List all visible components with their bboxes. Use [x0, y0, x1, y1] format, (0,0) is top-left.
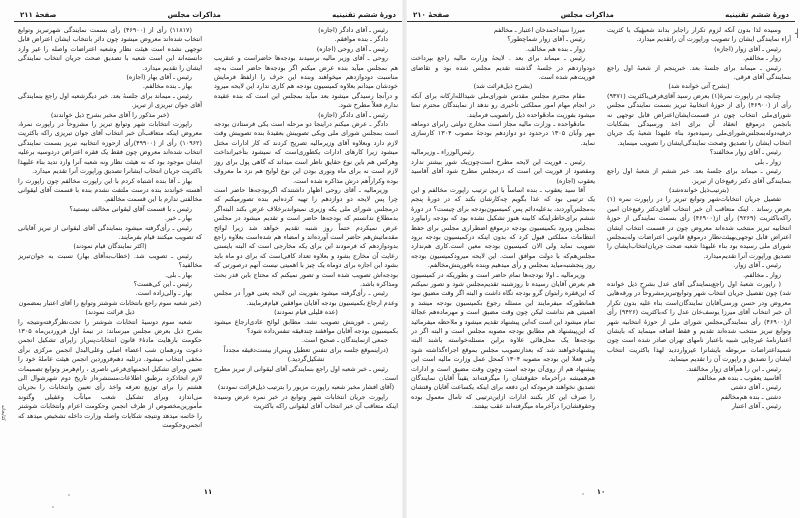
paragraph: رئیس ـ میماند برای جلسهٔ بعد. خبر دیگرشعبه اول راجع بنمایندگی آقای جوان تبریزی از تبریز.: [18, 91, 202, 110]
folio-number: ۱۰: [596, 488, 606, 496]
speaker-line: دادگر ـ بنده موافقم.: [334, 35, 388, 44]
edge-mark: ┤: [795, 29, 800, 38]
speaker-line: رئیس ـ آقای زوار (اجازه): [714, 44, 781, 53]
speaker-line: زوار ـ مخالفم.: [743, 54, 781, 63]
right-page-header: [407, 8, 795, 22]
speaker-line: رئیس ـ آقای زوار شماچطور؟: [507, 35, 585, 44]
speaker-line: رئیس ـ آقای اعتبار: [731, 402, 781, 411]
paragraph: (۱۱۸۱۷) رأی از (۴۶۹۰۰) رأی بسمت نمایندگی شهرتبریز وتوابع انتخاب شده‌اند معروض میشود چون دائر بانتخاب ایشان اعتراض قابل توجهی نشده است هیئت نظار وشعبه اعتراضات واصله را غیر وارد دانسته‌اند این است شعبه با تصدیق صحت جریان انتخاب نمایندگی ایشان را تقدیم میدارد.: [18, 26, 202, 72]
text-column-right: [214, 26, 398, 484]
speaker-line: آقاسید یعقوب ـ بنده هم مخالفم: [697, 374, 781, 383]
text-column-left: [411, 26, 595, 484]
paragraph: تفصیل جریان انتخابات‌شهر وتوابع تبریز را در راپورت نمره (۱) بعرض رساند . اینک متعاقب آن خبر انتخاب آقای‌دکتر رفیع‌خان امین راکه‌باکثریت (۹۲۶۹) رأی از(۴۶۹۰۰) رأی بسمت نمایندگی از حوزهٔ انتخابیه تبریز منتخب شده‌اند معروض چون در قسمت انتخاب ایشان اعتراض قابل توجهی‌بهیئت‌نظار درموقع قانونی اعتراضات وله‌بمجلس شورای ملی رسیده بود بناء علیهذا شعبه صحت جریان‌انتخاب‌ایشان را تصدیق وراپورت آنرا تقدیم‌میدارد.: [607, 195, 791, 260]
stage-direction: (بشرح ذیل‌قرائت شد): [473, 82, 533, 91]
paragraph: رئیس ـ میماند برای بعد . لایحهٔ وزارت مالیه راجع بپرداخت دودوازدهم در جلسهٔ گذشته تقدیم مجلس شده بود و تقاضای فوریت‌هم شده است.: [411, 54, 595, 82]
speaker-line: بهار ـ خیر.: [164, 214, 192, 223]
right-page-columns: [411, 26, 791, 484]
paragraph: رئیس ـ فوریتش تصویب نشد. مطابق لوائح عادی‌ارجاع میشود بکمیسیون بودجه آقایان موافقند چندقیقه تنفس‌داده شود؟: [214, 317, 398, 335]
signature-line: رئیس‌الوزراء ـ وزیرمالیه: [411, 148, 475, 157]
paragraph: مقام محترم مجلس مقدس شورای‌ملی شیدالله‌ارکانه برای آنکه در انجام مهام امور مملکتی تأخیری رو ندهد از نمایندگان محترم تمنا میشود بفوریت مادهٔواحده ذیل راتصویب فرمایند.: [411, 91, 595, 119]
speaker-line: رئیس ـ آقای بهار (اجازه): [126, 73, 192, 82]
speaker-line: زوار ـ بلی: [754, 157, 781, 166]
stage-direction: (خبر مذکور را آقای مخبر بشرح ذیل خواندند): [50, 110, 170, 119]
speaker-line: بهار ـ بنده مخالفم.: [142, 82, 192, 91]
session-title: دورهٔ ششم تقنینیه: [332, 10, 396, 19]
paragraph: شعبه سوم دوسیهٔ انتخابات شوشتر را تحت‌نظرگرفته‌ونتیجه را بشرح ذیل بعرض مجلس میرساند: در نیمهٔ اول فروردین‌ماه ۱۳۰۵ حکومت بارهایت مادهٔ۶ قانون انتخابات‌پس‌از راپرای تشکیل انجمن دعوت ودرهمان شب اعضاء اصلی وعلی‌البدل انجمن مرکزی برأی مخفی انتخاب میشود. درثلیه دهم‌فروردین انجمن هیئت عاملهٔ خود را تعیین وبرای تشکیل انجمنهای‌فرعی ناصری ، رام‌هرمز وتوابع تصمیمات لازم اتخاذ‌کرد برطبق اطلاعات‌مستشره‌از تاریخ دوم شهرشوال الی هشتم را برای توزیع تعرفه واخذ رأی تعیین وانتخابات را بجریان می‌اندازد وبرای تشکیل شعب میانآب وعقیلی وگتوند مأمورین‌مخصوص از طرف انجمن وحکومت اعزام وانتخابات شوشتر را خاتمه میدهد ونتیجه شکایات واصله وزارت داخله تشخیص میدهد که انجمن‌وحکومت: [18, 317, 202, 430]
speaker-line: رئیس ـ با قسمت آقای لیقوانی مخالف نیستید؟: [69, 204, 192, 213]
speaker-line: زوار ـ مخالفم.: [743, 270, 781, 279]
paragraph: ( راپورت شعبهٔ اول راجع‌بنمایندگی آقای عدل بشرح ذیل خوانده شد) چون تفصیل جریان انتخاب شهر وتوابع‌تبریز‌مشروحاً در ورقه‌هایی معروض ودر حسن ورسی‌آقایان نمایندگان‌است بناء علیه بدون تکرار آن خبر انتخاب آقای میرزا یوسف‌خان عدل را که‌باکثریت (۹۴۲۶) رأی از(۴۶۹۰۰) رأی بنمایندگی‌مجلس شورای ملی از حوزهٔ انتخابیه شهر وتوابع تبریز منتخب شده‌اند تقدیم و فقط اضافه مینماید که بایشان اعتبارنامهٔ غیرچاپی شبیه باعتبار نامهای تهران صادر شده است چون شمیداعتراضات مربوطه بایشانرا غیروارددید لهذا باکثریت انتخاب ایشان را تصدیق و راپورت آن را تقدیم مینماید.: [607, 279, 791, 364]
text-column-right: [607, 26, 791, 484]
scan-speck: [68, 494, 70, 496]
speaker-line: رئیس ـ آقای دادگر (اجازه): [318, 26, 388, 34]
session-title: دورهٔ ششم تقنینیه: [725, 10, 789, 19]
paragraph: رئیس ـ خبر شعبه اول راجع بنمایندگی آقای لیقوانی از تبریز مطرح است.: [214, 364, 398, 383]
page-number-label: صفحهٔ ۲۱۰: [413, 10, 450, 19]
paragraph: مادهٔواحده ـ وزارت مالیه مجاز است مخارج دولتی رابرای دوماهه مهر وآبان ۱۳۰۵ درحدود دو دوازدهم بودجهٔ مصوب ۱۳۰۴ کارسازی نماید.: [411, 120, 595, 147]
stage-direction: (بشرح آتی خوانده شد): [668, 82, 730, 91]
paragraph: رئیس ـ فوریت این لایحه مطرح است‌چون‌یک شور بیشتر ندارد ومقصود از فوریت این است که درمجلس مطرح شود آقای آقاسید یعقوب (اجازه): [411, 157, 595, 185]
speaker-line: بهار ـ بلی.: [165, 270, 192, 279]
right-page: [407, 0, 795, 518]
speaker-line: رئیس ـ آقای روحی (اجازه): [316, 44, 388, 53]
paragraph: دادگر ـ عرض میکنم دراینجا دو مرحله است یکی فرستادن بودجه است بمجلس شورای ملی ویکی تصویبش بعقیدهٔ بنده تصویبش وقت لازم دارد وبعلاوه آقای وزیرمالیه تصریح کردند که کار ادارات مختل میشود زیرا کارهای ادارات یکطوری‌است که نمیشود بتأخیرانداخت وهرکس هم باین نوع حقایق ناظر است میداند که گاهی پول برای روز لازم است نه برای ماه ونوری بودن این نوع لوایح هم نزد ما معروف بوده وکراراًهم درش مذاکره شده است.: [214, 120, 398, 185]
text-column-left: [18, 26, 202, 484]
paragraph: چنانچه در راپورت نمرهٔ(۱) بعرض رسید آقای‌فرقی‌باکثریت (۹۳۷۱) رأی از (۴۶۹۰۰) رأی از حوزهٔ انتخابیهٔ تبریز بسمت نمایندگی مجلس شورای‌ملی انتخاب چون در قسمت‌ایشان‌اعتراض قابل توجهی نه بانجمن درموقع انعقاد آن برای اخذ ورسیدگی بشکایات درفیه‌دوله‌بمجلس‌شورای‌ملی رسیده‌بود بناء علیهذا شعبهٔ یک جریان انتخاب ایشان را تصدیق وصحت نمایندگی‌ایشان را تصویب مینماید.: [607, 91, 791, 147]
paragraph: رئیس ـ تصویب شد. (خطاب‌به‌آقای بهار) نسبت به جوان‌تبریز مخالفید؟: [18, 251, 202, 270]
left-page-columns: [18, 26, 398, 484]
paragraph: رئیس ـ میماند برای جلسهٔ بعد. خبر ششم از شعبهٔ اول راجع بنمایندگی آقای دکتر رفیع‌خان از تبریز.: [607, 167, 791, 185]
publication-title: مذاکرات مجلس: [167, 10, 221, 19]
stage-direction: (خبر شعبه سوم راجع بانتخابات شوشتر وتوابع را آقای اعتبار بمضمون ذیل قرائت نمودند): [18, 298, 202, 317]
speaker-line: رئیس ـ آقای دشتی: [730, 383, 781, 392]
library-stamp: کتابخانه: [0, 405, 6, 421]
speaker-line: زوار ـ بنده هم مخالف.: [525, 44, 585, 53]
speaker-line: بهار ـ والی‌زاده است.: [135, 289, 192, 298]
paragraph: وزیرمالیه ـ آقای روحی اظهار داشتندکه اگربودجه‌ها حاضر است چرا پس لایحه دو دوازدهم را تهیه کرده‌ایم بنده تصورمیکنم که درمجلس شورای ملی یکه وزیری نمیتواندبرخلاف عرض بکند البته‌اگر بدمطلاع ندانستم که بودجه‌ها حاضر است و تقدیم میشود در مجلس عرض نمیکردم حتماً روز شنبه تقدیم خواهد شد زیرا لوائح مقدماتیش‌هم حاضر است آورده‌اند و امضاء هم شده‌است بعلاوه راجع بدودوازدهم که فرمودند این برای یکه مخارجی است که البته بایستی رعایت آن مخارج بشود و بعلاوه تعداد کافی‌است که برای دو ماه باید بشود این اجازه برای دوماه یک چیز با اهمیتی نیست آنهم درصورتی که بودجه‌اش تصویب شده است و تصور نمیکنم که محتاج باین قدر بحث ومذاکره باشد.: [214, 185, 398, 288]
speaker-line: رئیس ـ آقای زوار.: [733, 261, 781, 270]
paragraph: رئیس ـ رأی‌گرفته میشود بفوریت این لایحه یعنی فوراً در مجلس وعدم ارجاع بکمیسیون بودجه آقایان موافقین قیام‌فرمایند.: [214, 289, 398, 307]
folio-number: ۱۱: [203, 488, 213, 496]
paragraph: روحی ـ آقای وزیر مالیه نرسیدند بودجه‌ها حاضراست و عنقریب هم بمجلس میآید بنده عرض میکنم اگر بودجه‌ها حاضر است به‌چه مناسبت دودوازدهم میخواهند وبنده این حرف را ازلفظ فرمایش خودشان میدانم بعلاوه کمیسیون بودجه هم کاری ندارد این لایحه میرود و درآنجا رسیدگی میشود بعد میآید بمجلس این است که بنده عقیده ندارم فعلاً مطرح شود.: [214, 54, 398, 110]
speaker-line: میرزا سیداحمدخان اعتبار ـ مخالفم: [493, 26, 585, 34]
speaker-line: رئیس ـ این را هم‌آقای زوار مخالفند.: [686, 364, 781, 373]
scan-speck: [582, 493, 584, 495]
paragraph: رئیس ـ میماند برای جلسهٔ بعد. خبرپنجم از شعبهٔ اول راجع بنمایندگی آقای فرقی.: [607, 63, 791, 82]
paragraph: راپورت انتخابات شهر وتوابع تبریز را مشروحاً در راپورت نمرهٔ، معروض اینکه متعاقب‌آن خبر انتخاب آقای جوان تبریزی راکه باکثریت (۱۰۹۶۲) رأی از (۴۹۹۰۰)رأی ازحوزه انتخابیه تبریز بسمت نمایندگی انتخاب شده‌اند معروض چون فقط یک فقره اعتراض دردوسیه برعلیه ایشان موجود بود که نه هیئت نظار ونه شعبه آنرا وارد ندید بناء علیهذا باکثریت جریان انتخاب ایشانرا تصدیق وراپورت آنرا تقدیم میدارد.: [18, 120, 202, 176]
publication-title: مذاکرات مجلس: [560, 10, 614, 19]
paragraph: بهار ـ آقا بنده اشتباه کردم با این راپورت مخالفم چون راپورت را آهسته خواندند بنده درست ملتفت نشدم بنده با قسمت آقای لیقوانی مخالفتی ندارم با این قسمت مخالفم.: [18, 176, 202, 204]
stage-direction: (دراینموقع جلسه برای تنفس تعطیل وپس‌از بیست‌دقیقه مجدداً تشکیل‌گردید.): [223, 345, 389, 364]
paragraph: رئیس ـ رأی‌گرفته میشود بنمایندگی آقای لیقوانی از تبریز آقایانی که تصویب میکنند قیام بفرمایند.: [18, 223, 202, 241]
left-page: [14, 0, 402, 518]
paragraph: آقا سید یعقوب ـ بنده اساساً با این ترتیب راپورت مخالفم و این یک ترتیبی بود که عذا بگویم چه‌کارشان بکند که در دورهٔ پنجم به‌مجلس‌آوردند، بدعلیه‌دائم پس کمیسیون‌بودجه برای چیست؟ در دورهٔ ششم برای‌خاطراینکه کابینه هنوز تشکیل نشده بود که بودجه رابیاورد بمجلس وبرود بکمیسیون بودجه درموقع اضطراری مجلس برای حفظ انتظامات مملکتی قبول کرد که بدون اینکه درکمیسیون بودجه برود تصویب نماید ولی الان کمیسیون بودجه معین است.کاری هم‌ندارد مجلس‌هم‌که با دولت موافق است. این لایحه میرودکمیسیون بودجه روز پنجشنبه‌میاید بمجلس و رأی میدهیم وبنده بافوریتش‌مخالفم.: [411, 185, 595, 270]
paragraph: جمعی ازنمایندگان ـ صحیح است.: [301, 336, 388, 345]
stage-direction: (اکثر نمایندگان قیام نمودند): [73, 242, 147, 251]
scan-speck: [52, 506, 54, 508]
page-number-label: صفحهٔ ۲۱۱: [20, 10, 57, 19]
speaker-line: دشتی ـ بنده هم‌مخالفم: [720, 392, 781, 401]
left-page-header: [14, 8, 402, 22]
stage-direction: (عده قلیلی قیام نمودند): [274, 308, 338, 317]
stage-direction: (بترتیب‌ذیل خوانده‌شد): [669, 185, 729, 194]
paragraph: وسیده لذا بدون آنکه لزوم تکرار راجابز بداند شعبهٔیک با کثریت آراء نمایندگی ایشان را تصویب وراپورت آن راتقدیم میدارد.: [607, 26, 791, 44]
paragraph: راپورت جریان انتخابات شهر وتوابع در خبر نمره عرض وسیده اینکه متعاقب آن خبر انتخاب آقای لیقوانی راکه باکثریت: [214, 392, 398, 411]
speaker-line: رئیس ـ این کی‌هست؟: [133, 279, 192, 288]
speaker-line: رئیس ـ آقای زوار مخالفند؟: [709, 148, 781, 157]
paragraph: وزیرمالیه ـ اولا بودجه‌ها تمام حاضر است و بطوریکه در کمیسیون هم بعرض آقایان رسیده تا روزشنبه تقدیم‌مجلس شود و تصور نمیکنم که این‌فقره رابتوان گرو بودجه نگاه داشت و البته اگر وقت مضیق نبود همانطورکه میفرمایند این مسئله رجوع بکمیسیون بودجه میشد و اهمیتی هم نداشت لیکن چون وقت مضیق است و مهرماده‌هم عجالة تمام میشود این است که‌این پیشنهاد تقدیم میشود و ملاحظه میفرمائید که این‌پیشنهاد هم مطابق بودجه مصوبه مجلس است و البته اگر در بودجه‌ها یک محل‌هائی علاوه براین مسئله‌خواسته باشند البته پیشنهاد‌خواهند شد که بعدازتصویب مجلس بموقع اجراءگذاشته شود ولی فعلا این بودجه مصوبه ۱۳۰۴ کمحل عمل وزارت مالیه است این پیشنهاد هم از روی‌آن بودجه است وچون وقت مضیق است و ادارات هم‌همیشه درآخرماه حقوقشان را میگرفته‌اند یقیناً آقایان نمایندگان تصدیق نخواهند فرمودکه این دفعه برای اینکه یکساعت آقایان وقتشان را صرف این کار بکنند ادارات ازاین‌ترتیبی که تامال معمول بوده وحقوقشان‌را درآخرماه میگرفته‌اند عقب بیفتند.: [411, 270, 595, 411]
speaker-line: رئیس ـ آقای دادگر (اجازه): [318, 110, 388, 119]
stage-direction: (آقای افشار مخبر شعبه راپورت مزبور را بترتیب ذیل‌قرائت نمودند): [217, 383, 395, 392]
